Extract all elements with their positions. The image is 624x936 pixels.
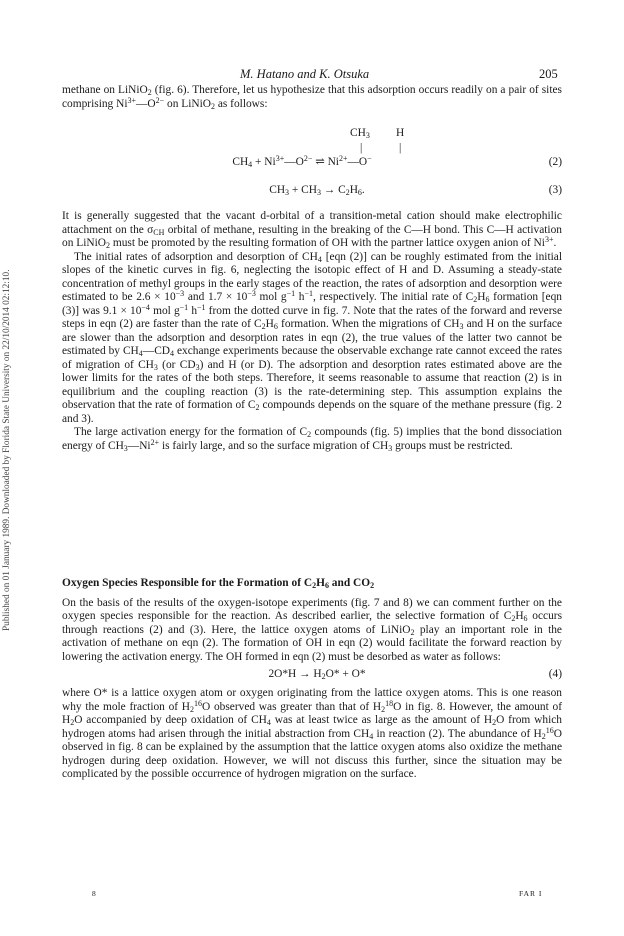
paragraph-intro: methane on LiNiO$_2$ (fig. 6). Therefore, let us hypothesize that this adsorption occurs readily on a pair of sites comprising $Ni^{3+}—O^{2-}$ on LiNiO$_2$ as follows: [62, 84, 562, 111]
equation-number: (3) [548, 184, 562, 196]
paragraph-rates: The initial rates of adsorption and desorption of $CH_4$ [eqn (2)] can be roughly estimated from the initial slopes of the kinetic curves in fig. 6, neglecting the isotopic effect of H and D. Assuming a steady-state concentration of methyl groups in the early stages of the reaction, the rates of adsorption and desorption were estimated to be $2.6 \times 10^{-3}$ and $1.7 \times 10^{-3}$ mol $g^{-1}$ $h^{-1}$, respectively. The initial rate of $C_2H_6$ formation [eqn (3)] was $9.1 \times 10^{-4}$ mol $g^{-1}$ $h^{-1}$ from the dotted curve in fig. 7. Note that the rates of the forward and reverse steps in eqn (2) are faster than the rate of $C_2H_6$ formation. When the migrations of $CH_3$ and H on the surface are slower than the adsorption and desorption rates in eqn (2), the true values of the latter two cannot be estimated by $CH_4—CD_4$ exchange experiments because the observable exchange rate cannot exceed the rates of migration of $CH_3$ (or $CD_3$) and H (or D). The adsorption and desorption rates estimated above are the lower limits for the rates of the both steps. Therefore, it seems reasonable to assume that reaction (2) is in equilibrium and the coupling reaction (3) is the rate-determining step. This assumption explains the observation that the rate of formation of $C_2$ compounds depends on the square of the methane pressure (fig. 2 and 3). [62, 250, 563, 425]
body-top [62, 84, 562, 111]
running-head-authors: M. Hatano and K. Otsuka [240, 67, 370, 81]
equation-number: (4) [548, 668, 562, 680]
equation-2: $CH_4$ + $Ni^{3+}—O^{2-}$ ⇌ $Ni^{2+}—O^-$ (2) [232, 154, 562, 169]
paragraph-energy: The large activation energy for the formation of $C_2$ compounds (fig. 5) implies that the bond dissociation energy of $CH_3—Ni^{2+}$ is fairly large, and so the surface migration of $CH_3$ groups must be restricted. [62, 426, 562, 453]
paragraph-activation: It is generally suggested that the vacant d-orbital of a transition-metal cation should make electrophilic attachment on the $\sigma_{CH}$ orbital of methane, resulting in the breaking of the C—H bond. This C—H activation on LiNiO$_2$ must be promoted by the resulting formation of OH with the partner lattice oxygen anion of $Ni^{3+}$. [62, 210, 562, 250]
section-heading: Oxygen Species Responsible for the Formation of $C_2H_6$ and $CO_2$ [62, 577, 375, 590]
footer-code: FAR I [519, 889, 543, 898]
footer-signature: 8 [92, 889, 96, 898]
running-header [0, 67, 624, 83]
page-number: 205 [539, 67, 558, 81]
paragraph-isotope: On the basis of the results of the oxygen-isotope experiments (fig. 7 and 8) we can comment further on the oxygen species responsible for the reaction. As described earlier, the selective formation of $C_2H_6$ occurs through reactions (2) and (3). Here, the lattice oxygen atoms of LiNiO$_2$ play an important role in the activation of methane on eqn (2). The formation of OH in eqn (2) would facilitate the forward reaction by lowering the activation energy. The OH formed in eqn (2) must be desorbed as water as follows: [62, 596, 562, 663]
equation-4: $2O*H \to H_2O* + O*$ (4) [268, 668, 562, 681]
equation-number: (2) [548, 156, 562, 168]
equation-3: $CH_3 + CH_3 \to C_2H_6$. (3) [269, 184, 562, 197]
section-oxygen-species [62, 577, 562, 782]
body-main [62, 210, 562, 453]
paragraph-lattice-oxygen: where O* is a lattice oxygen atom or oxygen originating from the lattice oxygen atoms. This is one reason why the mole fraction of $H_2^{16}O$ observed was greater than that of $H_2^{18}O$ in fig. 8. However, the amount of $H_2O$ accompanied by deep oxidation of $CH_4$ was at least twice as large as the amount of $H_2O$ from which hydrogen atoms had arisen through the initial abstraction from $CH_4$ in reaction (2). The abundance of $H_2^{16}O$ observed in fig. 8 can be explained by the assumption that the lattice oxygen atoms also oxidize the methane hydrogen during deep oxidation. However, we will not discuss this further, since the situation may be complicated by the possible occurrence of hydrogen migration on the surface. [62, 687, 562, 780]
publication-side-note: Published on 01 January 1989. Downloaded by Florida State University on 22/10/2014 02:12:10. [2, 269, 12, 631]
